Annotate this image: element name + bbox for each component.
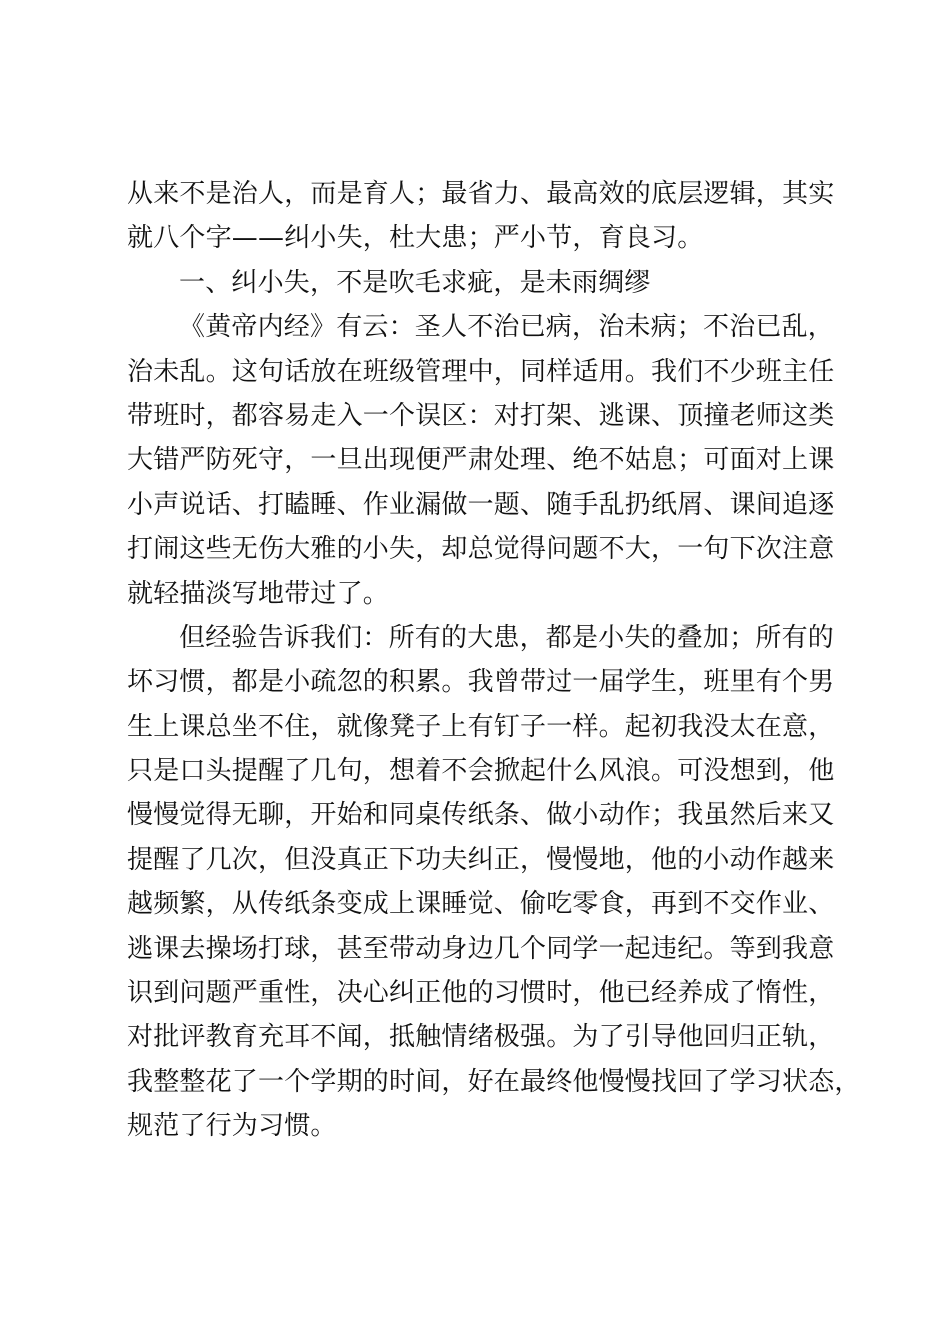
text-line: 大错严防死守，一旦出现便严肃处理、绝不姑息；可面对上课	[127, 445, 835, 476]
text-line: 越频繁，从传纸条变成上课睡觉、偷吃零食，再到不交作业、	[127, 889, 835, 920]
text-line: 对批评教育充耳不闻，抵触情绪极强。为了引导他回归正轨，	[127, 1022, 835, 1053]
text-line: 我整整花了一个学期的时间，好在最终他慢慢找回了学习状态，	[127, 1066, 861, 1097]
text-line: 小声说话、打瞌睡、作业漏做一题、随手乱扔纸屑、课间追逐	[127, 489, 835, 520]
text-line: 就八个字——纠小失，杜大患；严小节，育良习。	[127, 223, 704, 254]
text-line: 带班时，都容易走入一个误区：对打架、逃课、顶撞老师这类	[127, 400, 835, 431]
text-line: 打闹这些无伤大雅的小失，却总觉得问题不大，一句下次注意	[127, 534, 835, 565]
text-line: 从来不是治人，而是育人；最省力、最高效的底层逻辑，其实	[127, 179, 835, 209]
text-line: 慢慢觉得无聊，开始和同桌传纸条、做小动作；我虽然后来又	[127, 800, 835, 831]
text-line: 规范了行为习惯。	[127, 1111, 337, 1142]
text-line: 治未乱。这句话放在班级管理中，同样适用。我们不少班主任	[127, 356, 835, 387]
text-line: 只是口头提醒了几句，想着不会掀起什么风浪。可没想到，他	[127, 756, 835, 787]
text-line: 就轻描淡写地带过了。	[127, 578, 390, 609]
text-line: 识到问题严重性，决心纠正他的习惯时，他已经养成了惰性，	[127, 978, 835, 1009]
paragraph-start: 但经验告诉我们：所有的大患，都是小失的叠加；所有的	[179, 622, 835, 653]
document-body	[127, 172, 861, 1149]
text-line: 坏习惯，都是小疏忽的积累。我曾带过一届学生，班里有个男	[127, 667, 835, 698]
paragraph-start: 《黄帝内经》有云：圣人不治已病，治未病；不治已乱，	[179, 312, 835, 343]
text-line: 提醒了几次，但没真正下功夫纠正，慢慢地，他的小动作越来	[127, 844, 835, 875]
text-line: 生上课总坐不住，就像凳子上有钉子一样。起初我没太在意，	[127, 711, 835, 742]
section-heading: 一、纠小失，不是吹毛求疵，是未雨绸缪	[179, 267, 651, 298]
text-line: 逃课去操场打球，甚至带动身边几个同学一起违纪。等到我意	[127, 933, 835, 964]
